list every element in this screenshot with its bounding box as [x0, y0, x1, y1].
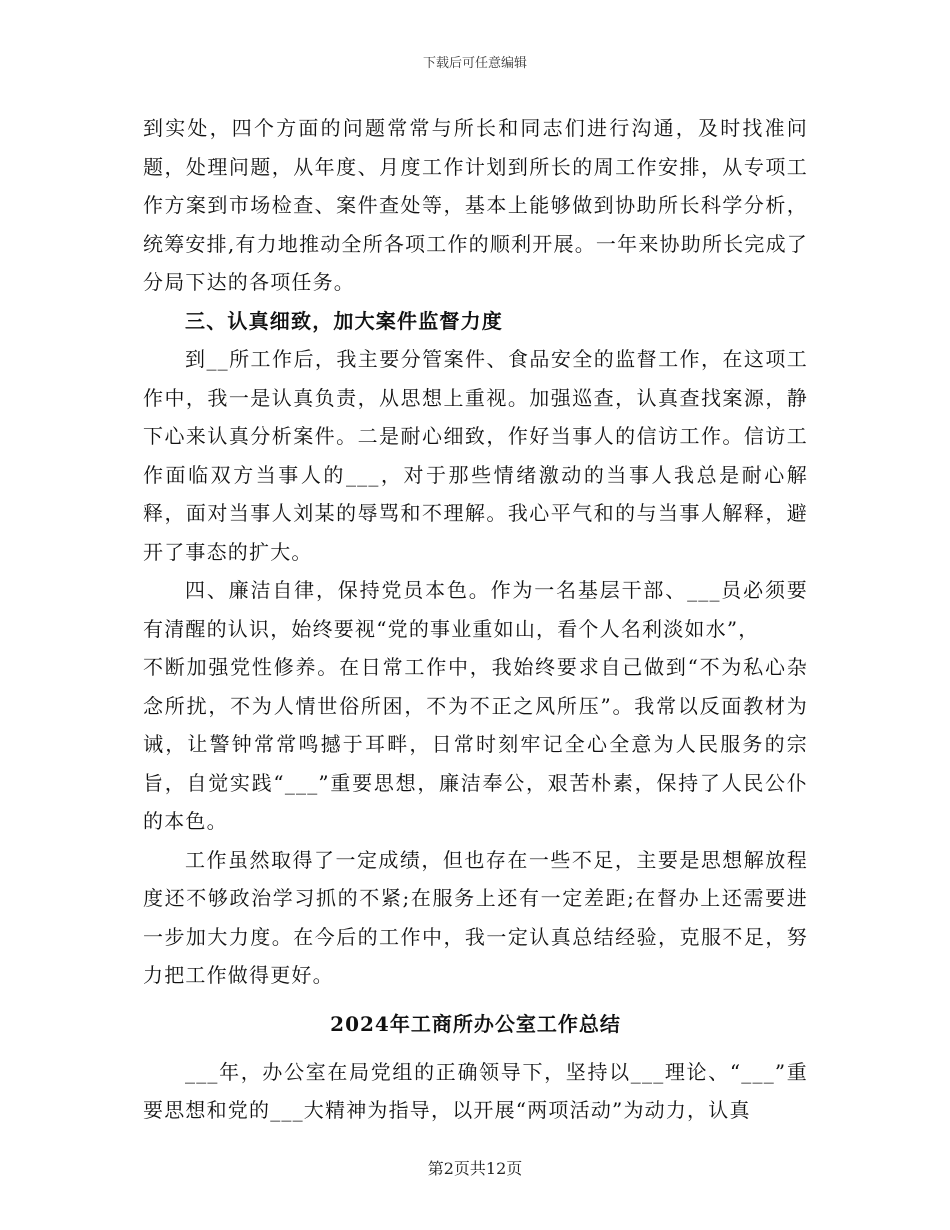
document-body: [143, 109, 808, 1130]
paragraph-3-part-1: 四、廉洁自律，保持党员本色。作为一名基层干部、___员必须要有清醒的认识，始终要视“党的事业重如山，看个人名利淡如水”，: [143, 578, 808, 641]
document-title: 2024年工商所办公室工作总结: [330, 1011, 621, 1036]
section-heading-3: 三、认真细致，加大案件监督力度: [185, 308, 503, 333]
paragraph-3-part-2: 不断加强党性修养。在日常工作中，我始终要求自己做到“不为私心杂念所扰，不为人情世俗所困，不为不正之风所压”。我常以反面教材为诫，让警钟常常鸣撼于耳畔，日常时刻牢记全心全意为人民服务的宗旨，自觉实践“___”重要思想，廉洁奉公，艰苦朴素，保持了人民公仆的本色。: [143, 655, 808, 833]
paragraph-2: 到__所工作后，我主要分管案件、食品安全的监督工作，在这项工作中，我一是认真负责，从思想上重视。加强巡查，认真查找案源，静下心来认真分析案件。二是耐心细致，作好当事人的信访工作。信访工作面临双方当事人的___，对于那些情绪激动的当事人我总是耐心解释，面对当事人刘某的辱骂和不理解。我心平气和的与当事人解释，避开了事态的扩大。: [143, 347, 808, 564]
paragraph-4: 工作虽然取得了一定成绩，但也存在一些不足，主要是思想解放程度还不够政治学习抓的不紧;在服务上还有一定差距;在督办上还需要进一步加大力度。在今后的工作中，我一定认真总结经验，克服不足，努力把工作做得更好。: [143, 847, 808, 987]
page-number: 第2页共12页: [427, 1159, 523, 1178]
paragraph-1: 到实处，四个方面的问题常常与所长和同志们进行沟通，及时找准问题，处理问题，从年度、月度工作计划到所长的周工作安排，从专项工作方案到市场检查、案件查处等，基本上能够做到协助所长科学分析，统筹安排,有力地推动全所各项工作的顺利开展。一年来协助所长完成了分局下达的各项任务。: [143, 116, 808, 294]
paragraph-5: ___年，办公室在局党组的正确领导下，坚持以___理论、“___”重要思想和党的___大精神为指导，以开展“两项活动”为动力，认真: [143, 1059, 808, 1122]
page-header-note: 下载后可任意编辑: [422, 56, 527, 71]
